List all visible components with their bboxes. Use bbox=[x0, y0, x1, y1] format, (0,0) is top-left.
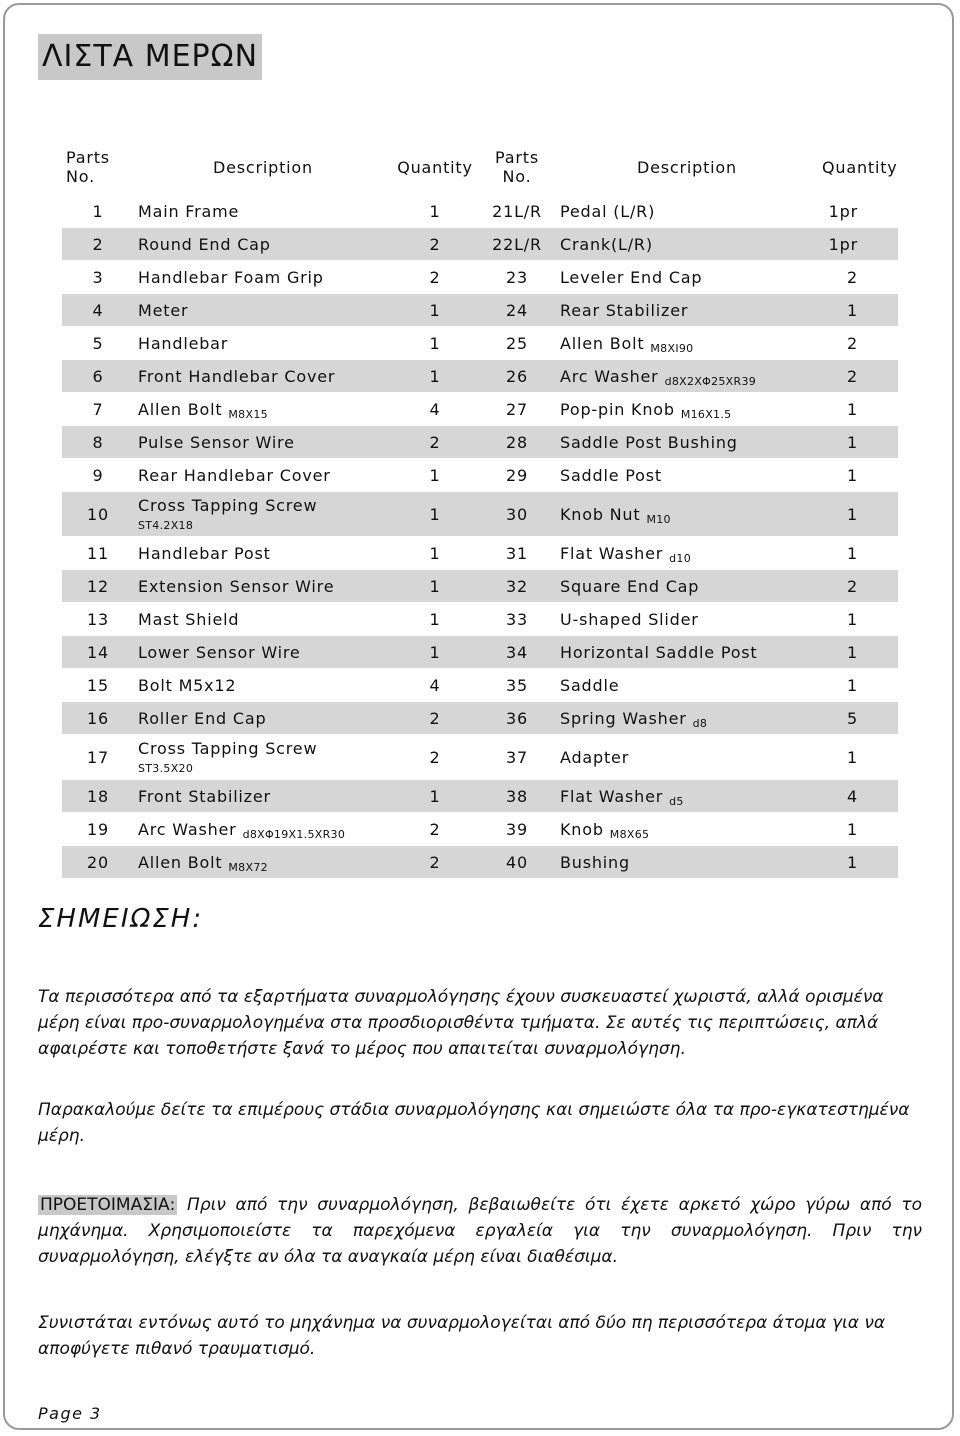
part-quantity: 2 bbox=[429, 234, 441, 254]
part-quantity: 1 bbox=[429, 465, 441, 485]
part-description bbox=[134, 393, 392, 426]
part-number: 1 bbox=[92, 201, 104, 221]
part-quantity: 2 bbox=[429, 819, 441, 839]
part-number-2: 30 bbox=[506, 504, 528, 524]
table-row bbox=[62, 294, 898, 327]
part-description bbox=[134, 492, 392, 537]
part-quantity: 1 bbox=[429, 504, 441, 524]
part-number-2: 23 bbox=[506, 267, 528, 287]
part-description-2-text: U-shaped Slider bbox=[560, 609, 699, 629]
table-row bbox=[62, 537, 898, 570]
part-description-text: Mast Shield bbox=[138, 609, 240, 629]
part-description-2-text: Bushing bbox=[560, 852, 630, 872]
part-quantity-2: 1 bbox=[847, 465, 858, 485]
table-header-row bbox=[62, 140, 898, 195]
part-description bbox=[134, 459, 392, 492]
part-description-text: Lower Sensor Wire bbox=[138, 642, 301, 662]
part-quantity-2: 1 bbox=[847, 609, 858, 629]
part-description-text: Front Stabilizer bbox=[138, 786, 271, 806]
part-description bbox=[134, 636, 392, 669]
part-number-2: 29 bbox=[506, 465, 528, 485]
part-description-2-text: Flat Washer bbox=[560, 543, 664, 563]
part-quantity-2: 1 bbox=[847, 675, 858, 695]
part-description-2-text: Allen Bolt bbox=[560, 333, 645, 353]
table-row bbox=[62, 261, 898, 294]
part-number: 2 bbox=[92, 234, 104, 254]
part-description-text: Handlebar Foam Grip bbox=[138, 267, 324, 287]
part-description-2-spec: d10 bbox=[669, 551, 692, 565]
part-description-2-spec: M16X1.5 bbox=[680, 407, 732, 421]
part-description-2 bbox=[556, 537, 818, 570]
part-quantity-2: 2 bbox=[847, 267, 858, 287]
part-number: 15 bbox=[87, 675, 109, 695]
part-number: 7 bbox=[92, 399, 104, 419]
part-description-spec: M8X15 bbox=[228, 407, 268, 421]
part-description-text: Extension Sensor Wire bbox=[138, 576, 335, 596]
part-quantity-2: 1 bbox=[847, 432, 858, 452]
table-row bbox=[62, 195, 898, 228]
part-quantity: 1 bbox=[429, 609, 441, 629]
table-row bbox=[62, 459, 898, 492]
part-description bbox=[134, 780, 392, 813]
header-description: Description bbox=[213, 157, 313, 177]
header-description-2: Description bbox=[637, 157, 737, 177]
part-quantity: 1 bbox=[429, 366, 441, 386]
part-description-text: Roller End Cap bbox=[138, 708, 267, 728]
table-row bbox=[62, 327, 898, 360]
part-description-2 bbox=[556, 702, 818, 735]
part-description-2 bbox=[556, 636, 818, 669]
part-description-2-text: Rear Stabilizer bbox=[560, 300, 689, 320]
part-description-2-text: Saddle Post Bushing bbox=[560, 432, 738, 452]
part-quantity-2: 1 bbox=[847, 504, 858, 524]
part-number-2: 26 bbox=[506, 366, 528, 386]
part-description-2-text: Arc Washer bbox=[560, 366, 659, 386]
part-description-2-text: Leveler End Cap bbox=[560, 267, 703, 287]
part-quantity-2: 1 bbox=[847, 852, 858, 872]
table-row bbox=[62, 393, 898, 426]
table-row bbox=[62, 813, 898, 846]
part-description-2-text: Spring Washer bbox=[560, 708, 687, 728]
part-quantity-2: 1 bbox=[847, 819, 858, 839]
part-description bbox=[134, 294, 392, 327]
part-description-text: Handlebar Post bbox=[138, 543, 271, 563]
part-description-2 bbox=[556, 669, 818, 702]
part-description bbox=[134, 702, 392, 735]
part-quantity-2: 1 bbox=[847, 543, 858, 563]
part-description-2-text: Knob Nut bbox=[560, 504, 641, 524]
part-description-text: Cross Tapping Screw bbox=[138, 496, 318, 515]
table-row bbox=[62, 780, 898, 813]
part-number-2: 40 bbox=[506, 852, 528, 872]
header-quantity: Quantity bbox=[397, 157, 473, 177]
part-description-2-text: Horizontal Saddle Post bbox=[560, 642, 758, 662]
part-description-2 bbox=[556, 426, 818, 459]
page-title: ΛΙΣΤΑ ΜΕΡΩΝ bbox=[38, 34, 262, 80]
header-parts-no: Parts No. bbox=[66, 148, 110, 186]
part-number-2: 33 bbox=[506, 609, 528, 629]
part-description-2-text: Adapter bbox=[560, 747, 630, 767]
part-quantity-2: 1 bbox=[847, 300, 858, 320]
header-quantity-2: Quantity bbox=[822, 157, 898, 177]
part-description bbox=[134, 195, 392, 228]
part-description-text: Round End Cap bbox=[138, 234, 271, 254]
table-row bbox=[62, 492, 898, 537]
part-description-2-spec: d8X2XΦ25XR39 bbox=[664, 374, 757, 388]
part-description-2-text: Square End Cap bbox=[560, 576, 700, 596]
part-description-2 bbox=[556, 813, 818, 846]
part-description-text: Rear Handlebar Cover bbox=[138, 465, 331, 485]
part-quantity-2: 1pr bbox=[828, 234, 858, 254]
part-description-2-text: Pedal (L/R) bbox=[560, 201, 656, 221]
part-description-text: Meter bbox=[138, 300, 189, 320]
part-quantity: 1 bbox=[429, 786, 441, 806]
part-number: 16 bbox=[87, 708, 109, 728]
part-description-2 bbox=[556, 780, 818, 813]
part-description-2 bbox=[556, 327, 818, 360]
part-description-2-text: Flat Washer bbox=[560, 786, 664, 806]
table-row bbox=[62, 846, 898, 879]
part-quantity-2: 1 bbox=[847, 399, 858, 419]
part-description-2-spec: M8X65 bbox=[609, 827, 650, 841]
part-quantity-2: 5 bbox=[847, 708, 858, 728]
part-description bbox=[134, 813, 392, 846]
part-description-text: Front Handlebar Cover bbox=[138, 366, 336, 386]
table-row bbox=[62, 603, 898, 636]
part-quantity: 1 bbox=[429, 201, 441, 221]
preparation-paragraph bbox=[38, 1192, 922, 1270]
part-quantity: 2 bbox=[429, 267, 441, 287]
part-number: 8 bbox=[92, 432, 104, 452]
parts-table bbox=[62, 140, 898, 878]
part-number: 17 bbox=[87, 747, 109, 767]
part-description bbox=[134, 603, 392, 636]
part-description-2-text: Crank(L/R) bbox=[560, 234, 653, 254]
part-description bbox=[134, 228, 392, 261]
part-description-2 bbox=[556, 570, 818, 603]
part-number: 5 bbox=[92, 333, 104, 353]
part-quantity-2: 1 bbox=[847, 747, 858, 767]
part-description bbox=[134, 360, 392, 393]
part-description-2-text: Saddle Post bbox=[560, 465, 662, 485]
part-number: 6 bbox=[92, 366, 104, 386]
part-description-2 bbox=[556, 261, 818, 294]
table-row bbox=[62, 636, 898, 669]
part-description-2-spec: d8 bbox=[692, 716, 708, 730]
part-number-2: 34 bbox=[506, 642, 528, 662]
part-description bbox=[134, 537, 392, 570]
part-description-2 bbox=[556, 360, 818, 393]
part-description-text: Bolt M5x12 bbox=[138, 675, 237, 695]
part-quantity: 1 bbox=[429, 576, 441, 596]
part-description-2 bbox=[556, 195, 818, 228]
part-description-2-spec: M8XI90 bbox=[650, 341, 694, 355]
table-row bbox=[62, 426, 898, 459]
part-number: 18 bbox=[87, 786, 109, 806]
part-number-2: 32 bbox=[506, 576, 528, 596]
part-number: 13 bbox=[87, 609, 109, 629]
part-quantity: 1 bbox=[429, 333, 441, 353]
part-number: 12 bbox=[87, 576, 109, 596]
part-description bbox=[134, 426, 392, 459]
part-description-text: Arc Washer bbox=[138, 819, 237, 839]
part-description-spec: M8X72 bbox=[228, 860, 268, 874]
part-number: 10 bbox=[87, 504, 109, 524]
part-description-2-spec: d5 bbox=[669, 794, 684, 808]
part-description-2 bbox=[556, 294, 818, 327]
part-description-2 bbox=[556, 393, 818, 426]
part-quantity-2: 1pr bbox=[828, 201, 858, 221]
part-description-2 bbox=[556, 459, 818, 492]
part-number: 4 bbox=[92, 300, 104, 320]
part-description-text: Cross Tapping Screw bbox=[138, 739, 318, 758]
part-quantity: 2 bbox=[429, 432, 441, 452]
part-number-2: 37 bbox=[506, 747, 528, 767]
header-parts-no-2: Parts No. bbox=[495, 148, 539, 186]
part-quantity: 4 bbox=[429, 399, 441, 419]
part-number-2: 25 bbox=[506, 333, 528, 353]
part-description-2 bbox=[556, 228, 818, 261]
part-number-2: 39 bbox=[506, 819, 528, 839]
part-description-2-text: Knob bbox=[560, 819, 604, 839]
part-number-2: 35 bbox=[506, 675, 528, 695]
part-description bbox=[134, 735, 392, 780]
note-paragraph-1: Τα περισσότερα από τα εξαρτήματα συναρμολόγησης έχουν συσκευαστεί χωριστά, αλλά ορισμένα μέρη είναι προ-συναρμολογημένα στα προσδιορισθέντα τμήματα. Σε αυτές τις περιπτώσεις, απλά αφαιρέστε και τοποθετήστε ξανά το μέρος που απαιτείται συναρμολόγηση. bbox=[38, 987, 884, 1059]
part-description-text: Allen Bolt bbox=[138, 399, 223, 419]
part-number-2: 31 bbox=[506, 543, 528, 563]
part-description bbox=[134, 846, 392, 879]
part-description-text: Pulse Sensor Wire bbox=[138, 432, 295, 452]
part-number-2: 27 bbox=[506, 399, 528, 419]
part-description bbox=[134, 261, 392, 294]
part-number-2: 24 bbox=[506, 300, 528, 320]
part-quantity: 1 bbox=[429, 642, 441, 662]
part-number: 14 bbox=[87, 642, 109, 662]
part-description-2-text: Pop-pin Knob bbox=[560, 399, 675, 419]
part-number: 20 bbox=[87, 852, 109, 872]
part-number-2: 28 bbox=[506, 432, 528, 452]
part-number: 3 bbox=[92, 267, 104, 287]
part-description-2 bbox=[556, 846, 818, 879]
part-number: 19 bbox=[87, 819, 109, 839]
table-row bbox=[62, 735, 898, 780]
note-heading: ΣΗΜΕΙΩΣΗ: bbox=[38, 904, 204, 934]
part-description-2 bbox=[556, 492, 818, 537]
part-description bbox=[134, 327, 392, 360]
preparation-text: Πριν από την συναρμολόγηση, βεβαιωθείτε ότι έχετε αρκετό χώρο γύρω από το μηχάνημα. Χρησιμοποιείστε τα παρεχόμενα εργαλεία για την συναρμολόγηση. Πριν την συναρμολόγηση, ελέγξτε αν όλα τα αναγκαία μέρη είναι διαθέσιμα. bbox=[38, 1195, 923, 1267]
part-description-text: Main Frame bbox=[138, 201, 240, 221]
part-number-2: 22L/R bbox=[492, 234, 542, 254]
part-quantity-2: 1 bbox=[847, 642, 858, 662]
note-paragraph-2: Παρακαλούμε δείτε τα επιμέρους στάδια συναρμολόγησης και σημειώστε όλα τα προ-εγκατεστημένα μέρη. bbox=[38, 1100, 910, 1146]
part-number-2: 38 bbox=[506, 786, 528, 806]
part-quantity-2: 4 bbox=[847, 786, 858, 806]
part-number: 9 bbox=[92, 465, 104, 485]
part-quantity-2: 2 bbox=[847, 333, 858, 353]
part-description bbox=[134, 570, 392, 603]
part-description bbox=[134, 669, 392, 702]
page-number: Page 3 bbox=[38, 1404, 102, 1423]
part-number-2: 21L/R bbox=[492, 201, 542, 221]
part-quantity: 2 bbox=[429, 747, 441, 767]
preparation-label: ΠΡΟΕΤΟΙΜΑΣΙΑ: bbox=[40, 1195, 176, 1215]
parts-table-body bbox=[62, 195, 898, 879]
part-description-spec: d8XΦ19X1.5XR30 bbox=[242, 827, 346, 841]
table-row bbox=[62, 702, 898, 735]
part-quantity: 2 bbox=[429, 852, 441, 872]
part-quantity: 4 bbox=[429, 675, 441, 695]
part-description-2 bbox=[556, 735, 818, 780]
part-quantity: 1 bbox=[429, 543, 441, 563]
part-quantity: 1 bbox=[429, 300, 441, 320]
part-description-2-spec: M10 bbox=[646, 512, 671, 526]
part-quantity-2: 2 bbox=[847, 576, 858, 596]
part-description-text: Handlebar bbox=[138, 333, 229, 353]
part-quantity: 2 bbox=[429, 708, 441, 728]
table-row bbox=[62, 669, 898, 702]
part-number: 11 bbox=[87, 543, 109, 563]
part-description-2 bbox=[556, 603, 818, 636]
part-description-2-text: Saddle bbox=[560, 675, 620, 695]
part-number-2: 36 bbox=[506, 708, 528, 728]
table-row bbox=[62, 360, 898, 393]
part-description-spec: ST4.2X18 bbox=[138, 519, 194, 532]
note-paragraph-4: Συνιστάται εντόνως αυτό το μηχάνημα να συναρμολογείται από δύο πη περισσότερα άτομα για να αποφύγετε πιθανό τραυματισμό. bbox=[38, 1313, 886, 1359]
table-row bbox=[62, 228, 898, 261]
table-row bbox=[62, 570, 898, 603]
part-description-text: Allen Bolt bbox=[138, 852, 223, 872]
part-quantity-2: 2 bbox=[847, 366, 858, 386]
part-description-spec: ST3.5X20 bbox=[138, 762, 194, 775]
